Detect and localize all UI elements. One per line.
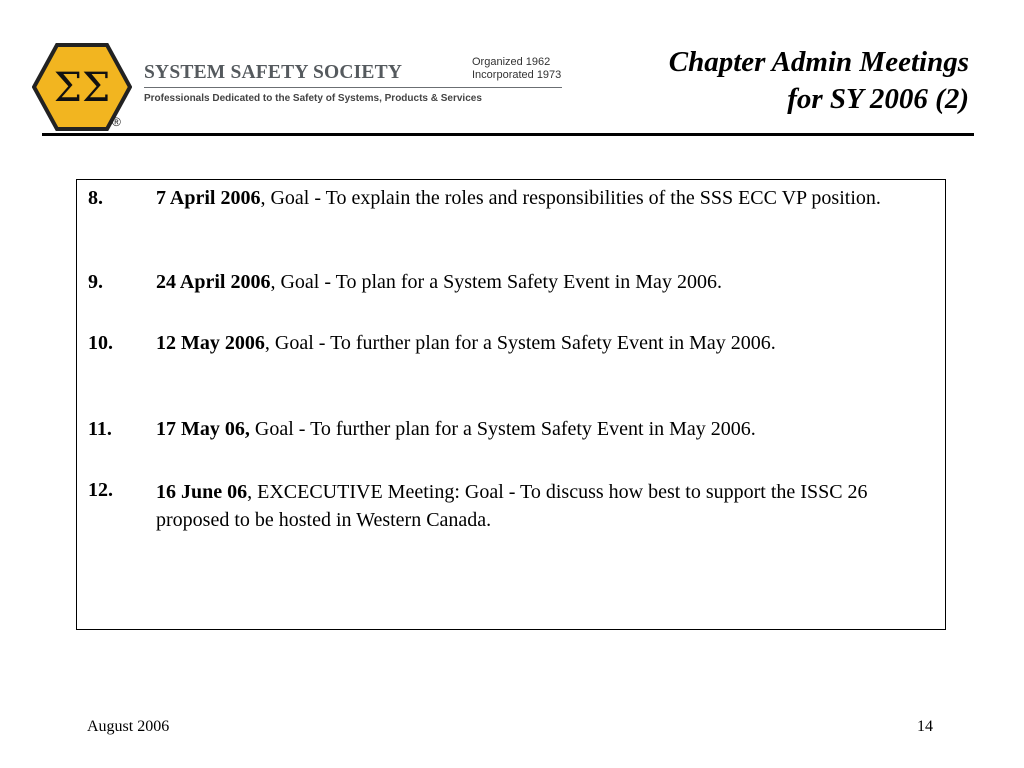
page-number: 14 [917, 718, 933, 735]
logo-society-name: SYSTEM SAFETY SOCIETY [144, 62, 403, 83]
logo-organized: Organized 1962 [472, 56, 551, 68]
agenda-item-description: , Goal - To explain the roles and responsibilities of the SSS ECC VP position. [260, 187, 881, 209]
agenda-item-date: 24 April 2006 [156, 271, 271, 293]
agenda-item-number: 11. [88, 418, 112, 440]
agenda-item-description: , EXCECUTIVE Meeting: Goal - To discuss how best to support the ISSC 26 proposed to be hosted in Western Canada. [156, 481, 868, 531]
agenda-item-date: 16 June 06 [156, 481, 248, 503]
agenda-item-text [156, 417, 931, 442]
logo-divider [144, 87, 562, 88]
agenda-item-date: 17 May 06, [156, 418, 250, 440]
agenda-item-number: 10. [88, 332, 113, 354]
agenda-item-description: Goal - To further plan for a System Safety Event in May 2006. [249, 418, 756, 440]
logo-incorporated: Incorporated 1973 [472, 69, 562, 81]
header-divider [42, 133, 974, 136]
agenda-item-text [156, 478, 931, 534]
agenda-item-text [156, 186, 931, 211]
agenda-item-text [156, 270, 931, 295]
agenda-item-description: , Goal - To plan for a System Safety Event in May 2006. [270, 271, 722, 293]
logo-sigma-text: ΣΣ [53, 65, 111, 111]
agenda-item-text [156, 331, 931, 356]
slide-title-line-2: for SY 2006 (2) [787, 83, 969, 115]
society-logo [32, 42, 572, 132]
footer-date: August 2006 [87, 718, 170, 735]
slide-title-line-1: Chapter Admin Meetings [668, 46, 969, 78]
agenda-item-date: 12 May 2006 [156, 332, 265, 354]
agenda-item-number: 12. [88, 479, 113, 501]
registered-mark: ® [112, 115, 121, 129]
logo-tagline: Professionals Dedicated to the Safety of Systems, Products & Services [144, 93, 482, 104]
agenda-item-number: 9. [88, 271, 103, 293]
agenda-box [76, 179, 946, 630]
logo-established [472, 56, 561, 82]
agenda-item-description: , Goal - To further plan for a System Safety Event in May 2006. [264, 332, 776, 354]
agenda-item-number: 8. [88, 187, 103, 209]
agenda-item-date: 7 April 2006 [156, 187, 261, 209]
slide-title [669, 44, 969, 118]
